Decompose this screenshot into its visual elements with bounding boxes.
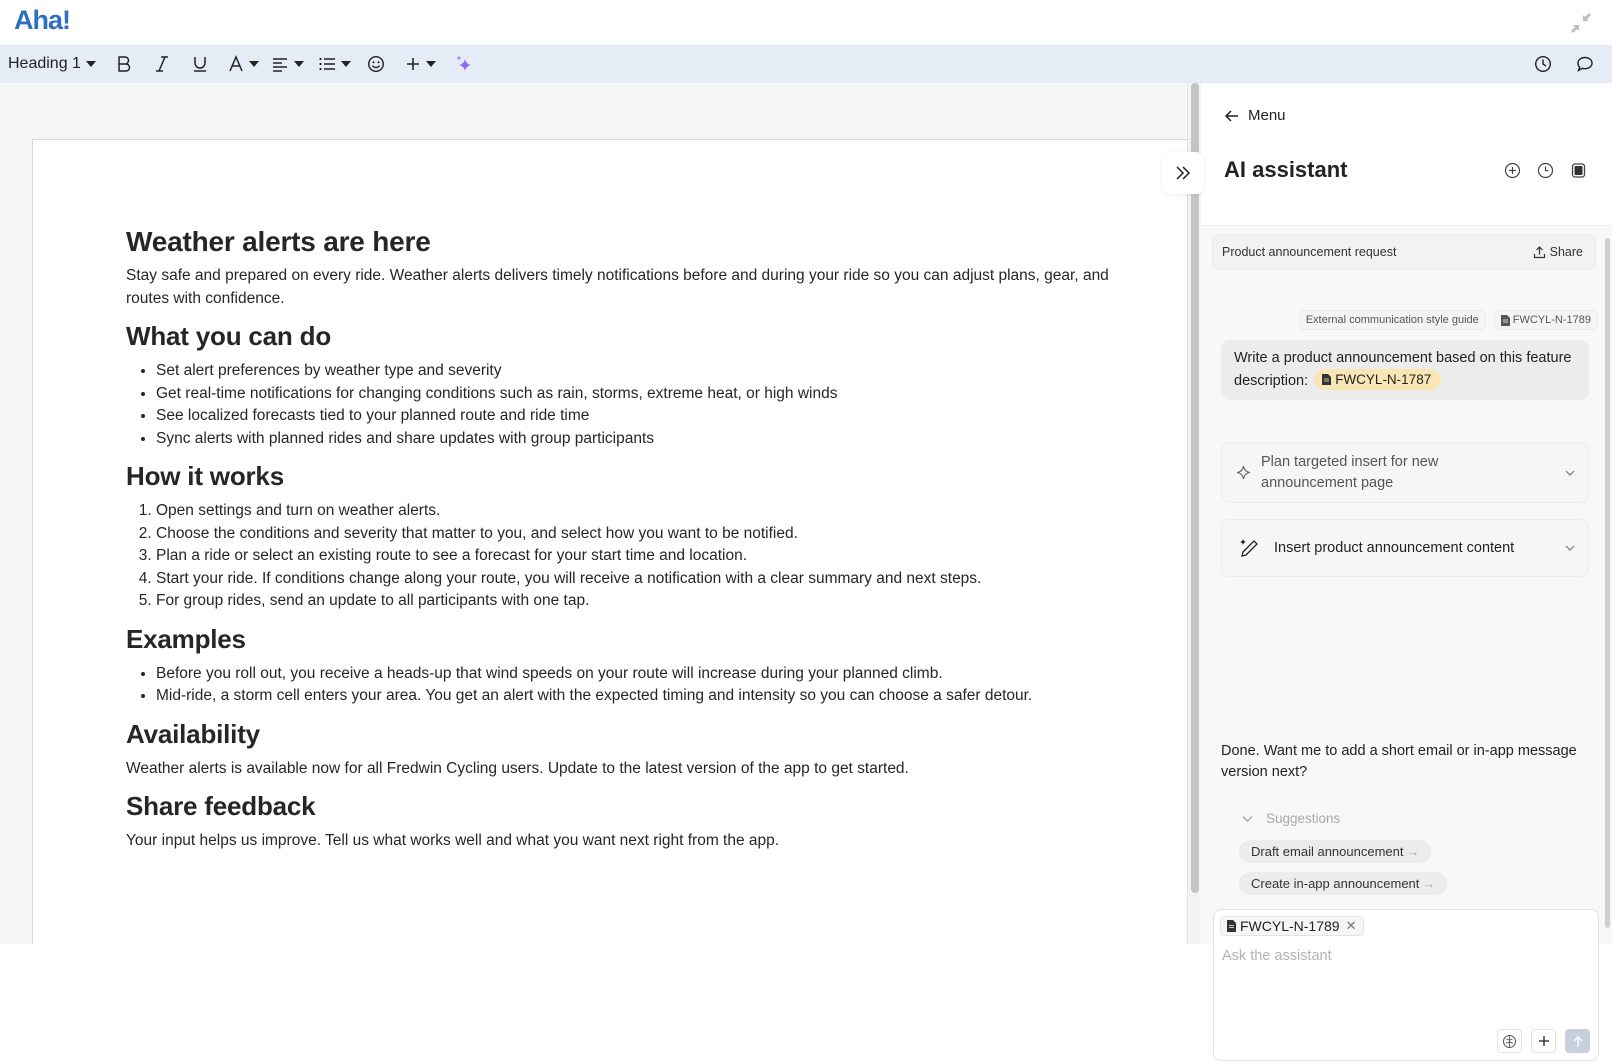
plus-circle-icon	[1503, 161, 1522, 180]
list-button[interactable]	[318, 45, 351, 83]
brain-icon	[1502, 1034, 1517, 1049]
ask-assistant-input[interactable]	[1222, 948, 1587, 1008]
chat-area	[1202, 225, 1612, 944]
add-context-button[interactable]	[1531, 1029, 1556, 1053]
list-item[interactable]: • See localized forecasts tied to your planned route and ride time	[156, 405, 1126, 428]
sparkle-outline-icon	[1236, 465, 1251, 480]
context-chips	[1299, 310, 1598, 330]
italic-button[interactable]	[154, 45, 170, 83]
list-item[interactable]: • Mid-ride, a storm cell enters your area. You get an alert with the expected timing and intensity so you can choose a safer detour.	[156, 685, 1126, 708]
editor-scrollbar[interactable]	[1187, 83, 1201, 944]
suggestions-toggle[interactable]	[1241, 811, 1340, 826]
step-insert-content[interactable]	[1221, 519, 1589, 577]
bullet-list-icon	[318, 56, 336, 72]
send-button[interactable]	[1565, 1029, 1590, 1053]
feature-list	[126, 360, 1126, 450]
composer-buttons	[1497, 1029, 1590, 1053]
align-left-icon	[271, 56, 289, 72]
back-to-menu-link[interactable]	[1224, 107, 1286, 124]
arrow-right-icon: →	[1406, 844, 1420, 859]
underline-icon	[192, 55, 208, 73]
panel-actions	[1503, 161, 1588, 180]
share-label: Share	[1549, 245, 1583, 259]
block-style-label: Heading 1	[8, 55, 81, 72]
share-button[interactable]	[1533, 245, 1583, 259]
document-icon	[1322, 374, 1331, 385]
magic-pen-icon	[1238, 537, 1260, 559]
list-item[interactable]: 3. Plan a ride or select an existing route to see a forecast for your start time and location.	[156, 545, 1126, 568]
text-color-icon	[228, 55, 244, 73]
bold-button[interactable]	[116, 45, 132, 83]
suggestion-in-app[interactable]	[1239, 872, 1447, 895]
arrow-up-icon	[1572, 1035, 1584, 1048]
ai-assist-button[interactable]	[454, 45, 474, 83]
suggestion-label: Create in-app announcement	[1251, 876, 1420, 891]
document-icon	[1501, 315, 1510, 326]
chevron-down-icon	[1564, 542, 1576, 554]
context-chip-record[interactable]	[1494, 310, 1598, 330]
assistant-reply: Done. Want me to add a short email or in-app message version next?	[1221, 743, 1577, 780]
list-item[interactable]: 5. For group rides, send an update to all participants with one tap.	[156, 590, 1126, 613]
clock-icon	[1534, 55, 1552, 73]
section-heading[interactable]: How it works	[126, 461, 284, 491]
chevron-down-icon	[294, 61, 304, 67]
align-button[interactable]	[271, 45, 304, 83]
steps-list	[126, 500, 1126, 613]
availability-paragraph[interactable]: Weather alerts is available now for all Fredwin Cycling users. Update to the latest version of the app to get started.	[126, 759, 909, 777]
chevron-down-icon	[249, 61, 259, 67]
document-title[interactable]: Weather alerts are here	[126, 226, 431, 257]
collapse-fullscreen-icon[interactable]	[1570, 12, 1592, 34]
list-item[interactable]: • Get real-time notifications for changing conditions such as rain, storms, extreme heat, or high winds	[156, 383, 1126, 406]
editor-scrollbar-thumb[interactable]	[1191, 83, 1199, 893]
examples-list	[126, 663, 1126, 708]
chevron-down-icon	[426, 61, 436, 67]
chevron-down-icon	[1564, 467, 1576, 479]
emoji-icon	[367, 55, 385, 73]
underline-button[interactable]	[192, 45, 208, 83]
record-reference-chip[interactable]	[1314, 369, 1441, 390]
italic-icon	[154, 55, 170, 73]
chat-scrollbar[interactable]	[1604, 236, 1612, 936]
section-heading[interactable]: Share feedback	[126, 791, 316, 821]
menu-label: Menu	[1248, 107, 1286, 124]
step-label: Insert product announcement content	[1274, 539, 1515, 556]
attachment-label: FWCYL-N-1789	[1240, 918, 1340, 934]
chevron-down-icon	[86, 61, 96, 67]
bold-icon	[116, 55, 132, 73]
comments-button[interactable]	[1576, 45, 1594, 83]
document-icon	[1227, 920, 1236, 932]
step-plan-insert[interactable]	[1221, 442, 1589, 503]
comment-icon	[1576, 55, 1594, 73]
history-button[interactable]	[1534, 45, 1552, 83]
clock-icon	[1536, 161, 1555, 180]
suggestion-draft-email[interactable]	[1239, 840, 1431, 863]
plus-icon	[1538, 1035, 1550, 1047]
chevron-down-icon	[341, 61, 351, 67]
model-select-button[interactable]	[1497, 1029, 1522, 1053]
context-chip-style-guide[interactable]: External communication style guide	[1299, 310, 1486, 330]
feedback-paragraph[interactable]: Your input helps us improve. Tell us what works well and what you want next right from the app.	[126, 832, 780, 849]
section-heading[interactable]: What you can do	[126, 321, 332, 351]
panel-title: AI assistant	[1224, 157, 1348, 182]
attachment-chip[interactable]	[1220, 916, 1364, 936]
block-style-dropdown[interactable]	[8, 45, 96, 83]
editor-toolbar	[0, 45, 1612, 83]
section-heading[interactable]: Examples	[126, 623, 246, 654]
conversation-title: Product announcement request	[1222, 245, 1397, 259]
record-id: FWCYL-N-1789	[1512, 314, 1591, 326]
list-item[interactable]: 4. Start your ride. If conditions change along your route, you will receive a notification with a clear summary and next steps.	[156, 568, 1126, 591]
conversation-header	[1212, 234, 1596, 270]
stop-button[interactable]	[1569, 161, 1588, 180]
stop-icon	[1569, 161, 1588, 180]
aha-logo[interactable]: Aha!	[14, 5, 70, 35]
list-item[interactable]: 2. Choose the conditions and severity that matter to you, and select how you want to be notified.	[156, 523, 1126, 546]
emoji-button[interactable]	[367, 45, 385, 83]
document-content[interactable]	[126, 225, 1126, 853]
insert-button[interactable]	[405, 45, 436, 83]
list-item[interactable]: • Before you roll out, you receive a heads-up that wind speeds on your route will increase during your planned climb.	[156, 663, 1126, 686]
user-message-text: Write a product announcement based on this feature description:	[1234, 350, 1572, 389]
ai-sparkle-icon	[454, 54, 474, 74]
chevron-down-icon	[1241, 812, 1254, 825]
list-item[interactable]: • Set alert preferences by weather type and severity	[156, 360, 1126, 383]
list-item[interactable]: • Sync alerts with planned rides and share updates with group participants	[156, 428, 1126, 451]
text-color-button[interactable]	[228, 45, 259, 83]
step-label: Plan targeted insert for new announcement page	[1261, 453, 1439, 491]
arrow-left-icon	[1224, 109, 1240, 123]
new-chat-button[interactable]	[1503, 161, 1522, 180]
chat-history-button[interactable]	[1536, 161, 1555, 180]
arrow-right-icon: →	[1422, 876, 1436, 891]
remove-attachment-icon[interactable]: ✕	[1345, 918, 1357, 933]
section-heading[interactable]: Availability	[126, 718, 260, 749]
intro-paragraph[interactable]: Stay safe and prepared on every ride. Weather alerts delivers timely notifications before and during your ride so you can adjust plans, gear, and routes with confidence.	[126, 267, 1109, 307]
record-reference-id: FWCYL-N-1787	[1335, 372, 1432, 387]
suggestion-label: Draft email announcement	[1251, 844, 1404, 859]
user-message	[1221, 340, 1589, 400]
double-chevron-right-icon	[1174, 165, 1192, 181]
list-item[interactable]: 1. Open settings and turn on weather alerts.	[156, 500, 1126, 523]
chat-composer	[1213, 909, 1599, 1061]
suggestions-label: Suggestions	[1266, 811, 1341, 826]
ai-assistant-panel	[1202, 83, 1612, 944]
top-bar	[0, 0, 1612, 45]
share-icon	[1533, 246, 1546, 259]
collapse-panel-button[interactable]	[1162, 152, 1204, 194]
plus-icon	[405, 56, 421, 72]
